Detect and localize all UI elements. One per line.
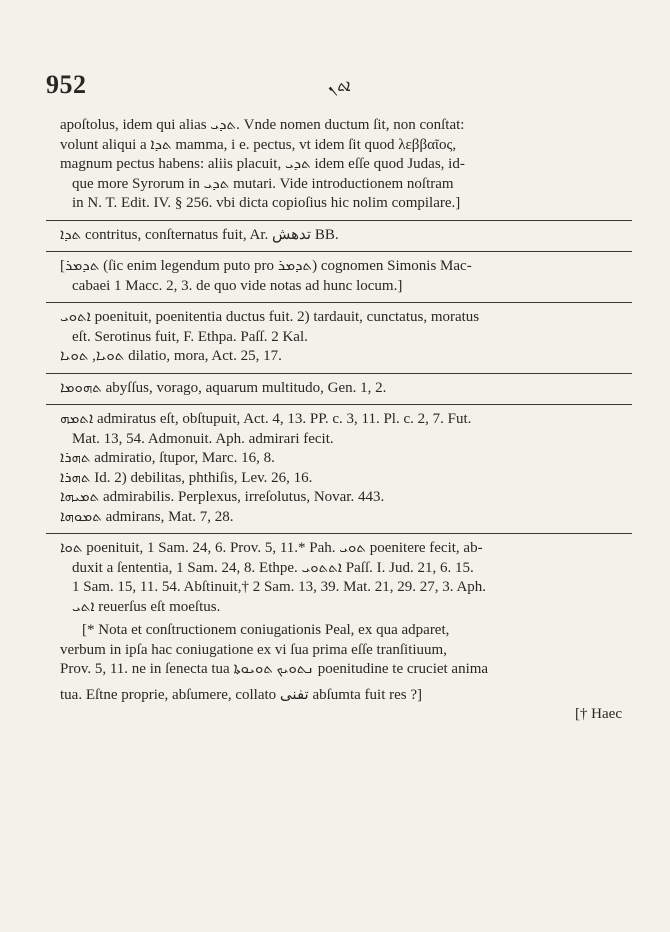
page-header [46,70,624,110]
text-line: ܐܬܝ reuerſus eſt moeſtus. [72,598,221,615]
entry-poenituit [60,308,632,367]
text-line: ܐܬܘܝ poenituit, poenitentia ductus fuit. 2) tardauit, cunctatus, moratus [60,309,480,325]
text-line: ܬܡܝܗܐ admirabilis. Perplexus, irreſolutus, Novar. 443. [60,489,385,505]
text-line: tua. Eſtne proprie, abſumere, collato تفنى abſumta fuit res ?] [60,686,423,703]
text-line: [ܬܕܡܪ (ſic enim legendum puto pro ܬܕܡܪ) cognomen Simonis Mac- [60,258,472,274]
text-line: ܬܘܝܐ, ܬܘܝܐ dilatio, mora, Act. 25, 17. [60,348,282,364]
text-line: eſt. Serotinus fuit, F. Ethpa. Paſſ. 2 Kal. [72,328,308,345]
running-head: ܐܬܢ [328,76,351,96]
text-line: duxit a ſententia, 1 Sam. 24, 8. Ethpe. ܐܬܬܘܝ Paſſ. I. Jud. 21, 6. 15. [72,559,474,576]
text-line: apoſtolus, idem qui alias ܬܕܝ. Vnde nomen ductum ſit, non conſtat: [60,117,465,133]
divider [46,302,632,303]
divider [46,373,632,374]
entry-abyssus [60,379,632,399]
text-line: ܬܗܪܐ admiratio, ſtupor, Marc. 16, 8. [60,450,275,466]
text-line: [* Nota et conſtructionem coniugationis Peal, ex qua adparet, [82,622,450,638]
entry-continuation [60,116,632,214]
text-line: ܬܗܘܡܐ abyſſus, vorago, aquarum multitudo, Gen. 1, 2. [60,379,387,396]
page-body [60,116,632,725]
entry-contritus [60,226,632,246]
entry-cognomen [60,257,632,296]
text-line: que more Syrorum in ܬܕܝ mutari. Vide introductionem noſtram [72,175,454,192]
divider [46,251,632,252]
divider [46,533,632,534]
text-line: in N. T. Edit. IV. § 256. vbi dicta copioſius hic nolim compilare.] [72,195,461,211]
footnote-block [60,621,632,705]
text-line: ܬܡܘܗܐ admirans, Mat. 7, 28. [60,508,234,525]
divider [46,220,632,221]
text-line: ܬܘܐ poenituit, 1 Sam. 24, 6. Prov. 5, 11.* Pah. ܬܘܝ poenitere fecit, ab- [60,540,483,556]
text-line: ܬܕܐ contritus, conſternatus fuit, Ar. تدهش BB. [60,226,339,243]
text-line: Mat. 13, 54. Admonuit. Aph. admirari fecit. [72,430,334,447]
text-line: Prov. 5, 11. ne in ſenecta tua ܢܬܘܝܟ ܬܘܝܘܬܐ poenitudine te cruciet anima [60,661,489,677]
entry-admiratus [60,410,632,527]
page-number: 952 [46,70,87,99]
divider [46,404,632,405]
text-line: magnum pectus habens: aliis placuit, ܬܕܝ idem eſſe quod Judas, id- [60,156,465,172]
text-line: verbum in ipſa hac coniugatione ex vi ſua prima eſſe tranſitiuum, [60,641,447,658]
text-line: ܬܗܪܐ Id. 2) debilitas, phthiſis, Lev. 26, 16. [60,469,313,486]
text-line: cabaei 1 Macc. 2, 3. de quo vide notas ad hunc locum.] [72,277,403,294]
entry-poenituit-2 [60,539,632,617]
text-line: volunt aliqui a ܬܕܐ mamma, i e. pectus, vt idem ſit quod λεββαῖος, [60,136,457,153]
catchword: [† Haec [574,706,622,722]
text-line: ܐܬܡܗ admiratus eſt, obſtupuit, Act. 4, 13. PP. c. 3, 11. Pl. c. 2, 7. Fut. [60,411,472,427]
text-line: 1 Sam. 15, 11. 54. Abſtinuit,† 2 Sam. 13, 39. Mat. 21, 29. 27, 3. Aph. [72,579,487,595]
